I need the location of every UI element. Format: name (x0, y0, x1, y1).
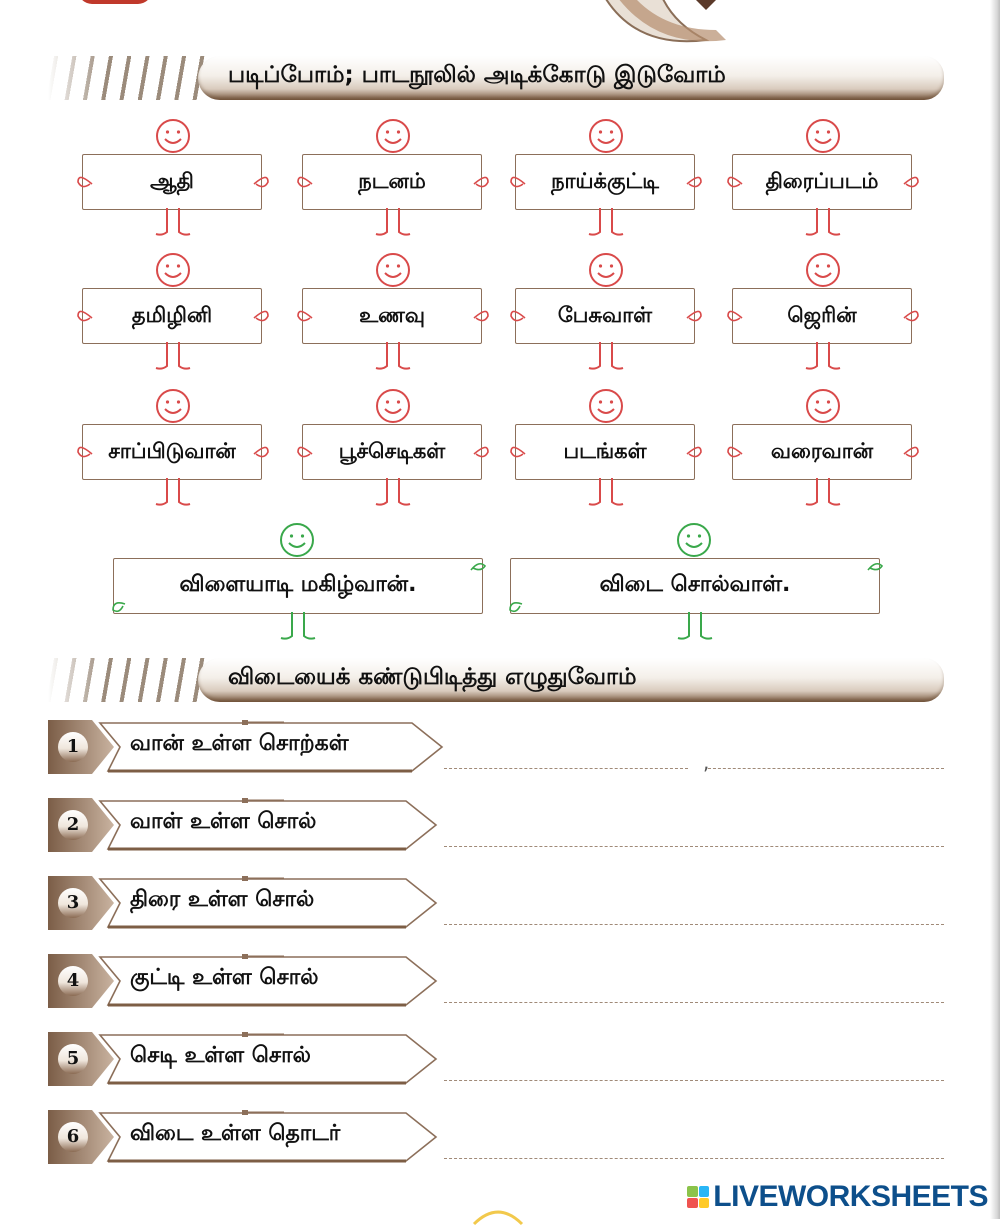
word-card-figure (302, 252, 484, 372)
word-card-figure (515, 252, 697, 372)
phrase-card[interactable]: விடை சொல்வாள். (510, 558, 880, 614)
phrase-card-figure-1 (113, 522, 485, 642)
figure-legs (583, 342, 629, 372)
word-card[interactable]: சாப்பிடுவான் (82, 424, 262, 480)
card-hand-icon (469, 558, 489, 582)
smiley-face-icon (155, 252, 191, 288)
word-card-figure (732, 118, 914, 238)
section2-title: விடையைக் கண்டுபிடித்து எழுதுவோம் (228, 664, 637, 690)
word-card[interactable]: நாய்க்குட்டி (515, 154, 695, 210)
card-hand-icon (507, 304, 527, 328)
question-row (48, 720, 948, 776)
smiley-face-icon (375, 252, 411, 288)
card-hand-icon (252, 304, 272, 328)
figure-legs (800, 208, 846, 238)
figure-legs (150, 342, 196, 372)
figure-legs (583, 208, 629, 238)
answer-line[interactable] (444, 1158, 944, 1159)
card-hand-icon (252, 440, 272, 464)
card-hand-icon (472, 304, 492, 328)
card-hand-icon (685, 304, 705, 328)
smiley-face-icon (588, 118, 624, 154)
answer-line[interactable] (444, 924, 944, 925)
card-hand-icon (902, 304, 922, 328)
card-hand-icon (294, 170, 314, 194)
smiley-face-icon (805, 252, 841, 288)
question-number: 1 (66, 735, 80, 757)
card-hand-icon (724, 440, 744, 464)
smiley-face-icon (588, 388, 624, 424)
smiley-face-icon (588, 252, 624, 288)
banner-stripes (48, 56, 208, 100)
question-text: குட்டி உள்ள சொல் (130, 965, 319, 990)
card-hand-icon (902, 440, 922, 464)
card-hand-icon (74, 170, 94, 194)
word-card[interactable]: படங்கள் (515, 424, 695, 480)
card-hand-icon (685, 170, 705, 194)
card-hand-icon (107, 596, 127, 620)
smiley-face-icon (805, 118, 841, 154)
figure-legs (275, 612, 321, 642)
answer-line[interactable] (444, 1080, 944, 1081)
card-hand-icon (294, 440, 314, 464)
smiley-face-icon (155, 388, 191, 424)
word-card-figure (82, 118, 264, 238)
word-card-figure (302, 388, 484, 508)
figure-legs (370, 478, 416, 508)
figure-legs (672, 612, 718, 642)
question-row (48, 1110, 948, 1166)
answer-line[interactable] (708, 768, 944, 769)
word-card-figure (82, 252, 264, 372)
question-number: 3 (66, 891, 80, 913)
card-hand-icon (866, 558, 886, 582)
brand-name: LIVEWORKSHEETS (713, 1180, 988, 1213)
card-hand-icon (902, 170, 922, 194)
smiley-face-icon (676, 522, 712, 558)
figure-legs (370, 208, 416, 238)
question-row (48, 1032, 948, 1088)
phrase-card[interactable]: விளையாடி மகிழ்வான். (113, 558, 483, 614)
question-row (48, 954, 948, 1010)
smiley-face-icon (279, 522, 315, 558)
phrase-card-figure-2 (510, 522, 882, 642)
smiley-face-icon (375, 388, 411, 424)
figure-legs (800, 478, 846, 508)
card-hand-icon (74, 440, 94, 464)
word-card[interactable]: ஜெரின் (732, 288, 912, 344)
word-card[interactable]: வரைவான் (732, 424, 912, 480)
card-hand-icon (252, 170, 272, 194)
smiley-face-icon (805, 388, 841, 424)
card-hand-icon (472, 170, 492, 194)
page-edge-shadow (990, 0, 1000, 1219)
section1-banner (48, 54, 944, 102)
word-card[interactable]: உணவு (302, 288, 482, 344)
word-card-figure (515, 388, 697, 508)
card-hand-icon (472, 440, 492, 464)
bottom-decoration-icon (470, 1206, 526, 1226)
banner-stripes (48, 658, 208, 702)
question-text: விடை உள்ள தொடர் (130, 1121, 341, 1146)
smiley-face-icon (155, 118, 191, 154)
answer-line[interactable] (444, 846, 944, 847)
question-number: 5 (66, 1047, 80, 1069)
figure-legs (150, 208, 196, 238)
card-hand-icon (724, 170, 744, 194)
card-hand-icon (294, 304, 314, 328)
top-decoration-icon (586, 0, 736, 44)
liveworksheets-logo-icon (687, 1186, 709, 1208)
question-number: 4 (66, 969, 80, 991)
question-number: 6 (66, 1125, 80, 1147)
figure-legs (370, 342, 416, 372)
question-text: செடி உள்ள சொல் (130, 1043, 311, 1068)
question-row (48, 876, 948, 932)
word-card[interactable]: தமிழினி (82, 288, 262, 344)
word-card[interactable]: நடனம் (302, 154, 482, 210)
section1-title: படிப்போம்; பாடநூலில் அடிக்கோடு இடுவோம் (228, 62, 726, 88)
card-hand-icon (504, 596, 524, 620)
card-hand-icon (507, 440, 527, 464)
question-text: வாள் உள்ள சொல் (130, 809, 317, 834)
question-text: திரை உள்ள சொல் (130, 887, 315, 912)
word-card-figure (302, 118, 484, 238)
question-row (48, 798, 948, 854)
word-card[interactable]: ஆதி (82, 154, 262, 210)
word-card-figure (515, 118, 697, 238)
figure-legs (150, 478, 196, 508)
smiley-face-icon (375, 118, 411, 154)
answer-line[interactable] (444, 768, 688, 769)
figure-legs (800, 342, 846, 372)
question-text: வான் உள்ள சொற்கள் (130, 731, 349, 756)
card-hand-icon (685, 440, 705, 464)
card-hand-icon (507, 170, 527, 194)
word-card-figure (82, 388, 264, 508)
answer-line[interactable] (444, 1002, 944, 1003)
liveworksheets-brand (687, 1180, 988, 1214)
word-card-figure (732, 252, 914, 372)
word-card[interactable]: திரைப்படம் (732, 154, 912, 210)
card-hand-icon (724, 304, 744, 328)
question-number: 2 (66, 813, 80, 835)
word-card-figure (732, 388, 914, 508)
section2-banner (48, 656, 944, 704)
top-red-tab (78, 0, 152, 4)
card-hand-icon (74, 304, 94, 328)
word-card[interactable]: பூச்செடிகள் (302, 424, 482, 480)
word-card[interactable]: பேசுவாள் (515, 288, 695, 344)
figure-legs (583, 478, 629, 508)
answer-separator: , (703, 750, 710, 774)
